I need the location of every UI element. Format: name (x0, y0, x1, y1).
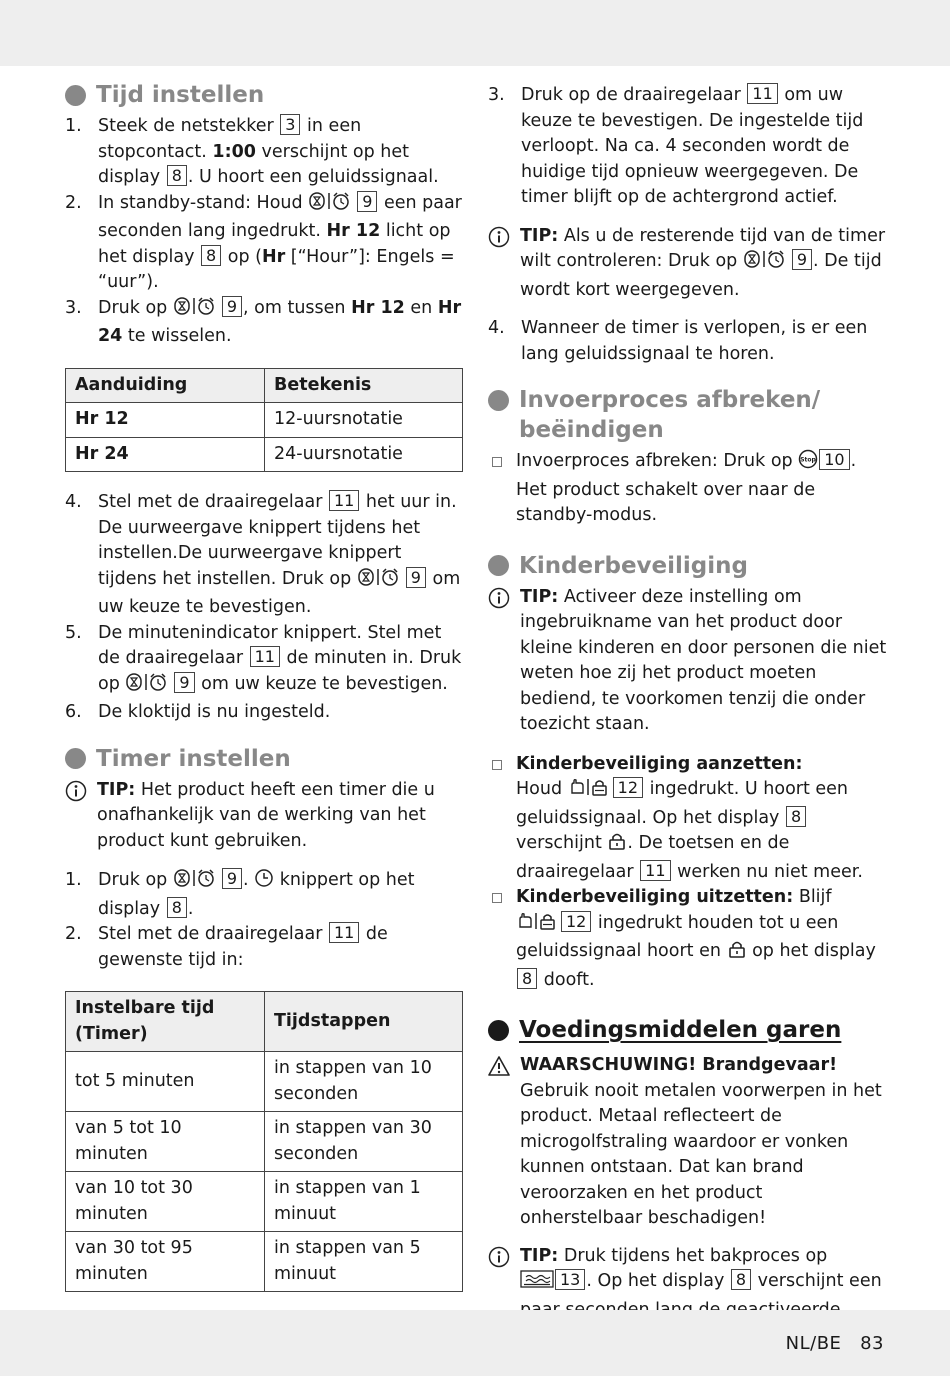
table-row: van 30 tot 95 minuten in stappen van 5 minuut (66, 1232, 463, 1292)
ref-box: 11 (329, 922, 359, 943)
timer-icon (254, 868, 274, 897)
heading-bullet (65, 748, 86, 769)
info-icon (488, 585, 510, 738)
ref-box: 3 (280, 114, 300, 135)
heading-timer-instellen: Timer instellen (65, 744, 463, 774)
ref-box: 11 (250, 646, 280, 667)
step-3: 3. Druk op de draairegelaar 11 om uw keuze te bevestigen. De ingestelde tijd verloopt. Na ca. 4 seconden wordt de huidige tijd opnieuw weergegeven. De timer blijft op de achtergrond actief. (488, 84, 864, 207)
step-2: 2. Stel met de draairegelaar 11 de gewenste tijd in: (65, 923, 388, 970)
tijd-steps-cont (65, 490, 463, 726)
svg-text:Stop: Stop (800, 456, 817, 464)
step-4: 4. Stel met de draairegelaar 11 het uur in. De uurweergave knippert tijdens het instellen.De uurweergave knippert tijdens het instellen. Druk op 9 om uw keuze te bevestigen. (65, 491, 461, 617)
hand-lock-icon (568, 777, 612, 806)
ref-box: 9 (222, 296, 242, 317)
timer-steps-cont (488, 83, 888, 211)
list-item-uitzetten: Kinderbeveiliging uitzetten: Blijf 12 ingedrukt houden tot u een geluidssignaal hoort en op het display 8 dooft. (488, 885, 888, 993)
ref-box: 9 (357, 191, 377, 212)
ref-box: 8 (167, 165, 187, 186)
ref-box: 8 (201, 245, 221, 266)
step-2: 2. In standby-stand: Houd 9 een paar seconden lang ingedrukt. Hr 12 licht op het display 8 op (Hr [“Hour”]: Engels = “uur”). (65, 191, 462, 292)
tip-timer-remaining: TIP: Als u de resterende tijd van de timer wilt controleren: Druk op 9 . De tijd wordt kort weergegeven. (488, 224, 888, 304)
hour-format-table (65, 368, 463, 473)
stop-icon (798, 449, 818, 478)
heading-bullet (488, 390, 509, 411)
heading-bullet (65, 85, 86, 106)
table-header-row: Instelbare tijd (Timer) Tijdstappen (66, 992, 463, 1052)
heading-voedingsmiddelen: Voedingsmiddelen garen (488, 1015, 888, 1045)
table-row: van 10 tot 30 minuten in stappen van 1 minuut (66, 1172, 463, 1232)
ref-box: 9 (222, 868, 242, 889)
heading-kinderbeveiliging: Kinderbeveiliging (488, 551, 888, 581)
step-6: 6. De kloktijd is nu ingesteld. (65, 702, 331, 722)
step-5: 5. De minutenindicator knippert. Stel met de draairegelaar 11 de minuten in. Druk op 9 om uw keuze te bevestigen. (65, 621, 463, 701)
info-icon (65, 778, 87, 855)
left-column (65, 80, 463, 1306)
heading-bullet (488, 1020, 509, 1041)
clock-alarm-icon (125, 672, 173, 701)
unlock-icon (727, 939, 747, 968)
hand-lock-icon (516, 911, 560, 940)
timer-steps-table (65, 991, 463, 1292)
clock-alarm-icon (173, 868, 221, 897)
tip-timer: TIP: Het product heeft een timer die u onafhankelijk van de werking van het product kunt gebruiken. (65, 778, 463, 855)
ref-box: 8 (786, 806, 806, 827)
ref-box: 13 (555, 1269, 585, 1290)
ref-box: 12 (561, 911, 591, 932)
checkbox-bullet (492, 457, 502, 467)
table-row: tot 5 minuten in stappen van 10 seconden (66, 1052, 463, 1112)
table-row: van 5 tot 10 minuten in stappen van 30 seconden (66, 1112, 463, 1172)
ref-box: 9 (406, 567, 426, 588)
heading-tijd-instellen: Tijd instellen (65, 80, 463, 110)
tip-bakproces: TIP: Druk tijdens het bakproces op 13 . Op het display 8 verschijnt een (488, 1244, 888, 1349)
ref-box: 11 (640, 860, 670, 881)
heading-invoerproces: Invoerproces afbreken/ beëindigen (488, 385, 888, 445)
checkbox-bullet (492, 893, 502, 903)
tijd-steps (65, 114, 463, 350)
ref-box: 12 (613, 777, 643, 798)
page-footer: NL/BE 83 (785, 1333, 884, 1354)
table-row: Hr 12 12-uursnotatie (66, 403, 463, 438)
table-header-row: Aanduiding Betekenis (66, 368, 463, 403)
tip-kinderbeveiliging: TIP: Activeer deze instelling om ingebruikname van het product door kleine kinderen en door personen die niet weten hoe zij het product moeten bediend, te voorkomen tenzij die onder toezicht staan. (488, 585, 888, 738)
table-row: Hr 24 24-uursnotatie (66, 437, 463, 472)
heading-bullet (488, 555, 509, 576)
clock-alarm-icon (357, 567, 405, 596)
ref-box: 8 (731, 1269, 751, 1290)
lock-icon (607, 831, 627, 860)
ref-box: 11 (329, 490, 359, 511)
ref-box: 10 (819, 449, 849, 470)
step-3: 3. Druk op 9 , om tussen Hr 12 en Hr 24 te wisselen. (65, 296, 462, 346)
ref-box: 9 (174, 672, 194, 693)
ref-box: 8 (167, 897, 187, 918)
checkbox-bullet (492, 760, 502, 770)
top-band (0, 0, 950, 66)
timer-steps (65, 868, 463, 973)
list-item-aanzetten: Kinderbeveiliging aanzetten: Houd 12 ingedrukt. U hoort een geluidssignaal. Op het display 8 verschijnt . De toetsen en de draairegelaar 11 werken nu niet meer. (488, 752, 888, 886)
step-1: 1. Steek de netstekker 3 in een stopcontact. 1:00 verschijnt op het display 8 . U hoort een geluidssignaal. (65, 115, 439, 187)
step-1: 1. Druk op 9 . knippert op het display 8 . (65, 869, 415, 919)
right-column (488, 83, 888, 1359)
grill-icon (520, 1269, 554, 1298)
ref-box: 11 (747, 83, 777, 104)
clock-alarm-icon (308, 191, 356, 220)
ref-box: 8 (517, 968, 537, 989)
list-item-afbreken: Invoerproces afbreken: Druk op Stop 10 . Het product schakelt over naar de standby-modus. (488, 449, 888, 529)
warning-icon (488, 1053, 510, 1232)
warning-brandgevaar: WAARSCHUWING! Brandgevaar! Gebruik nooit metalen voorwerpen in het product. Metaal reflecteert de microgolfstraling waardoor er vonken kunnen ontstaan. Dat kan brand veroorzaken en het product onherstelbaar beschadigen! (488, 1053, 888, 1232)
ref-box: 9 (792, 249, 812, 270)
clock-alarm-icon (743, 249, 791, 278)
clock-alarm-icon (173, 296, 221, 325)
info-icon (488, 224, 510, 304)
step-4: 4. Wanneer de timer is verlopen, is er een lang geluidssignaal te horen. (488, 318, 868, 364)
timer-steps-end (488, 316, 888, 367)
